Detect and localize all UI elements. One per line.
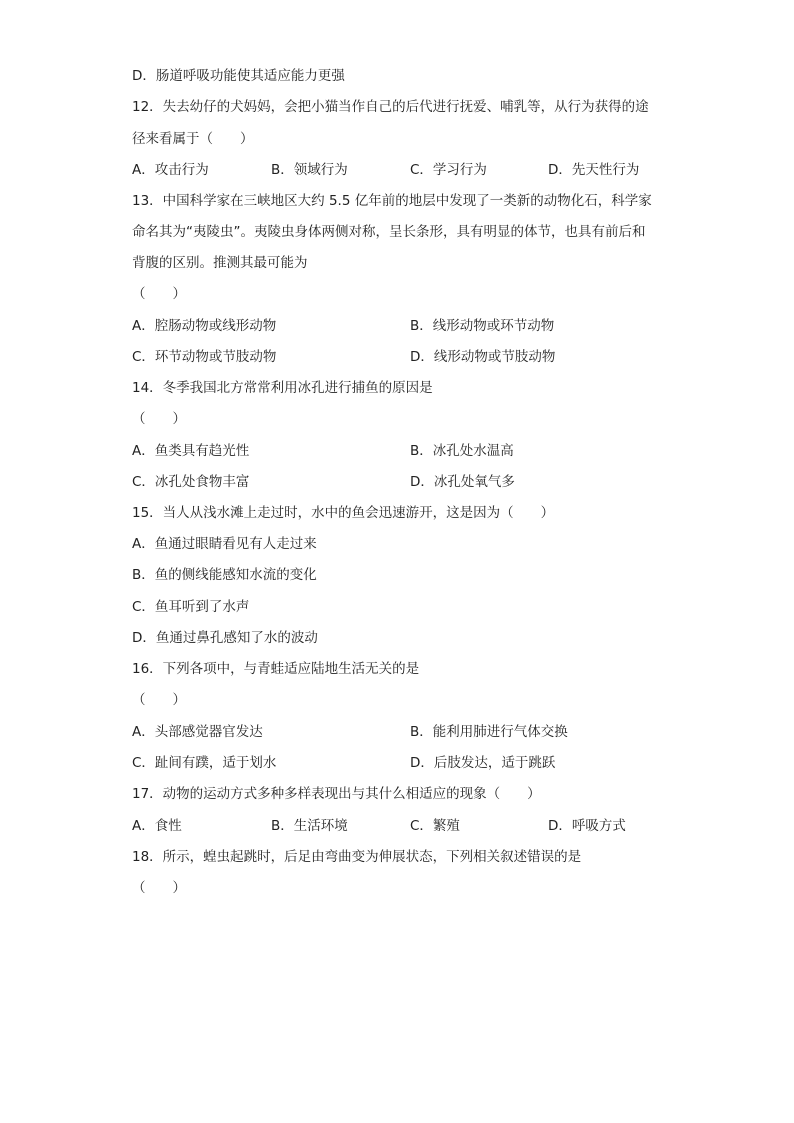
q13-option-b: B．线形动物或环节动物 <box>410 318 555 334</box>
q16-option-a: A．头部感觉器官发达 <box>132 724 263 740</box>
q17-stem-line1: 17．动物的运动方式多种多样表现出与其什么相适应的现象（ ） <box>132 786 541 802</box>
q14-option-b: B．冰孔处水温高 <box>410 443 514 459</box>
q15-stem-line1: 15．当人从浅水滩上走过时，水中的鱼会迅速游开，这是因为（ ） <box>132 505 555 521</box>
q12-option-b: B．领域行为 <box>271 162 348 178</box>
q17-option-c: C．繁殖 <box>410 818 460 834</box>
q12-option-d: D．先天性行为 <box>548 162 640 178</box>
q14-answer-paren: （ ） <box>132 411 186 427</box>
q13-stem-line2: 命名其为“夷陵虫”。夷陵虫身体两侧对称，呈长条形，具有明显的体节，也具有前后和 <box>132 224 646 240</box>
q12-option-a: A．攻击行为 <box>132 162 209 178</box>
q13-stem-line1: 13．中国科学家在三峡地区大约 5.5 亿年前的地层中发现了一类新的动物化石，科学家 <box>132 193 652 209</box>
q15-option-a: A．鱼通过眼睛看见有人走过来 <box>132 536 317 552</box>
q15-option-d: D．鱼通过鼻孔感知了水的波动 <box>132 630 318 646</box>
q13-option-a: A．腔肠动物或线形动物 <box>132 318 277 334</box>
q14-stem-line1: 14．冬季我国北方常常利用冰孔进行捕鱼的原因是 <box>132 380 433 396</box>
q16-option-c: C．趾间有蹼，适于划水 <box>132 755 277 771</box>
q11-option-d: D．肠道呼吸功能使其适应能力更强 <box>132 68 345 84</box>
q13-stem-line3: 背腹的区别。推测其最可能为 <box>132 255 308 271</box>
q16-option-b: B．能利用肺进行气体交换 <box>410 724 568 740</box>
q17-option-d: D．呼吸方式 <box>548 818 626 834</box>
q12-stem-line1: 12．失去幼仔的犬妈妈，会把小猫当作自己的后代进行抚爱、哺乳等，从行为获得的途 <box>132 99 649 115</box>
q13-answer-paren: （ ） <box>132 286 186 302</box>
q14-option-d: D．冰孔处氧气多 <box>410 474 515 490</box>
q15-option-c: C．鱼耳听到了水声 <box>132 599 250 615</box>
q17-option-a: A．食性 <box>132 818 182 834</box>
q18-stem-line1: 18．所示，蝗虫起跳时，后足由弯曲变为伸展状态，下列相关叙述错误的是 <box>132 849 582 865</box>
q16-answer-paren: （ ） <box>132 692 186 708</box>
q12-option-c: C．学习行为 <box>410 162 487 178</box>
q14-option-a: A．鱼类具有趋光性 <box>132 443 250 459</box>
q14-option-c: C．冰孔处食物丰富 <box>132 474 250 490</box>
q15-option-b: B．鱼的侧线能感知水流的变化 <box>132 567 317 583</box>
q13-option-c: C．环节动物或节肢动物 <box>132 349 277 365</box>
q16-option-d: D．后肢发达，适于跳跃 <box>410 755 556 771</box>
q16-stem-line1: 16．下列各项中，与青蛙适应陆地生活无关的是 <box>132 661 420 677</box>
q13-option-d: D．线形动物或节肢动物 <box>410 349 556 365</box>
q18-answer-paren: （ ） <box>132 880 186 896</box>
q12-stem-line2: 径来看属于（ ） <box>132 131 254 147</box>
q17-option-b: B．生活环境 <box>271 818 348 834</box>
